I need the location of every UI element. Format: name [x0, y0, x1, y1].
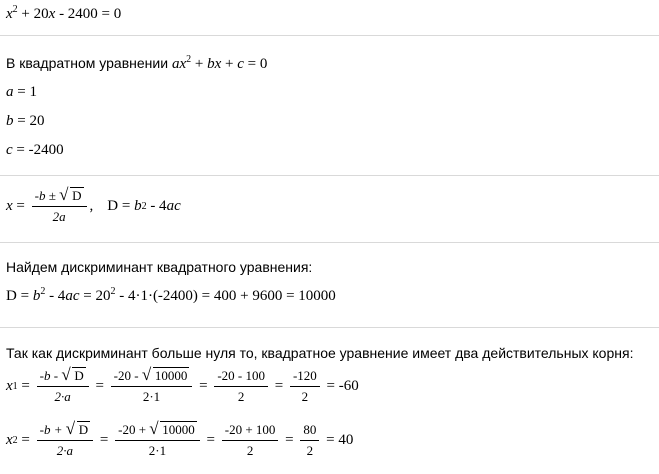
var-x: x — [6, 378, 13, 394]
var-b: b — [32, 288, 41, 304]
value-b: = 20 — [13, 113, 45, 129]
label-d: D — [107, 198, 119, 214]
formula-fraction — [32, 185, 87, 225]
divider — [0, 242, 659, 243]
sqrt: √ 10000 — [149, 419, 195, 438]
num-text: 80 — [300, 422, 319, 441]
den-text: 2·a — [54, 389, 71, 404]
op: = — [118, 198, 135, 214]
num-text: -120 — [290, 368, 320, 387]
root-x2: x 2 = -b + √ D 2·a = -20 + √ 10000 2·1 = $\frac{-20 + 100}{2}$ = $\frac{80}{2}$ = 40 — [6, 419, 354, 458]
num-text: -20 - — [113, 368, 142, 383]
fraction — [37, 419, 94, 459]
den-text: 2·1 — [148, 443, 167, 458]
den-text: 2·a — [56, 443, 74, 458]
divider — [0, 327, 659, 328]
op: + — [191, 56, 208, 72]
term-bx: bx — [207, 56, 222, 72]
op: + — [221, 56, 238, 72]
term-c: c — [237, 56, 244, 72]
exponent: 2 — [40, 286, 46, 297]
var-b: b — [134, 198, 142, 214]
num-text: -b - — [39, 368, 62, 383]
op: = 0 — [243, 56, 268, 72]
den-text: 2 — [246, 443, 254, 458]
quadratic-form — [6, 55, 267, 73]
root-x1: x 1 = -b - √ D 2·a = -20 - √ 10000 2·1 = $\frac{-20 - 100}{2}$ = $\frac{-120}{2}$ = -60 — [6, 365, 359, 404]
comma: , — [89, 198, 94, 214]
num-text: -b + — [39, 422, 66, 437]
sqrt: √ D — [59, 185, 82, 204]
divider — [0, 35, 659, 36]
label-b: b — [6, 113, 14, 129]
fraction — [111, 365, 193, 405]
sqrt: √ 10000 — [141, 365, 188, 384]
roots-heading: Так как дискриминант больше нуля то, квадратное уравнение имеет два действительных корня: — [6, 345, 634, 361]
op: - 4 — [45, 288, 66, 304]
op: = — [12, 198, 29, 214]
fraction — [214, 368, 268, 405]
var-x: x — [6, 198, 13, 214]
coef-c — [6, 142, 64, 159]
radicand: D — [72, 188, 82, 203]
exponent: 2 — [186, 54, 192, 65]
num-text: -20 + 100 — [222, 422, 279, 441]
radicand: 10000 — [162, 422, 195, 437]
num-text: -20 - 100 — [214, 368, 268, 387]
op: = — [17, 432, 34, 448]
op: = — [16, 288, 33, 304]
op: - 4 — [146, 198, 167, 214]
value-c: = -2400 — [12, 142, 64, 158]
discriminant-heading: Найдем дискриминант квадратного уравнения: — [6, 259, 313, 275]
result: = 40 — [322, 432, 354, 448]
den-text: 2 — [301, 389, 309, 404]
exponent: 2 — [12, 4, 18, 15]
var-ac: ac — [65, 288, 80, 304]
fraction — [222, 422, 279, 459]
label-c: c — [6, 142, 13, 158]
coef-a — [6, 84, 37, 101]
calc-text: - 4·1·(-2400) = 400 + 9600 = 10000 — [115, 288, 336, 304]
var-x: x — [6, 6, 13, 22]
den-text: 2 — [237, 389, 245, 404]
radicand: D — [78, 422, 89, 437]
discriminant-calc — [6, 288, 336, 305]
value-a: = 1 — [13, 84, 37, 100]
num-text: -20 + — [118, 422, 150, 437]
result: = -60 — [322, 378, 359, 394]
sqrt: √ D — [61, 365, 84, 384]
den-text: 2 — [306, 443, 314, 458]
exponent: 2 — [110, 286, 116, 297]
fraction — [300, 422, 319, 459]
den-text: 2a — [52, 209, 66, 224]
term-ax: ax — [171, 56, 187, 72]
intro-text: В квадратном уравнении — [6, 55, 172, 71]
fraction — [37, 365, 89, 405]
fraction — [290, 368, 320, 405]
var-ac: ac — [166, 198, 181, 214]
fraction — [115, 419, 200, 459]
eq-text: + 20 — [17, 6, 49, 22]
equation — [6, 6, 121, 23]
op: = — [17, 378, 34, 394]
var-x: x — [48, 6, 56, 22]
label-a: a — [6, 84, 14, 100]
root-formula: x = -b ± √ D 2a , D = b 2 - 4 ac — [6, 185, 181, 224]
coef-b — [6, 113, 44, 130]
den-text: 2·1 — [142, 389, 161, 404]
divider — [0, 175, 659, 176]
calc-text: = 20 — [79, 288, 111, 304]
sqrt: √ D — [65, 419, 89, 438]
var-x: x — [6, 432, 13, 448]
radicand: D — [74, 368, 84, 383]
label-d: D — [6, 288, 17, 304]
eq-text: - 2400 = 0 — [55, 6, 122, 22]
num-text: -b ± — [34, 188, 60, 203]
radicand: 10000 — [154, 368, 188, 383]
